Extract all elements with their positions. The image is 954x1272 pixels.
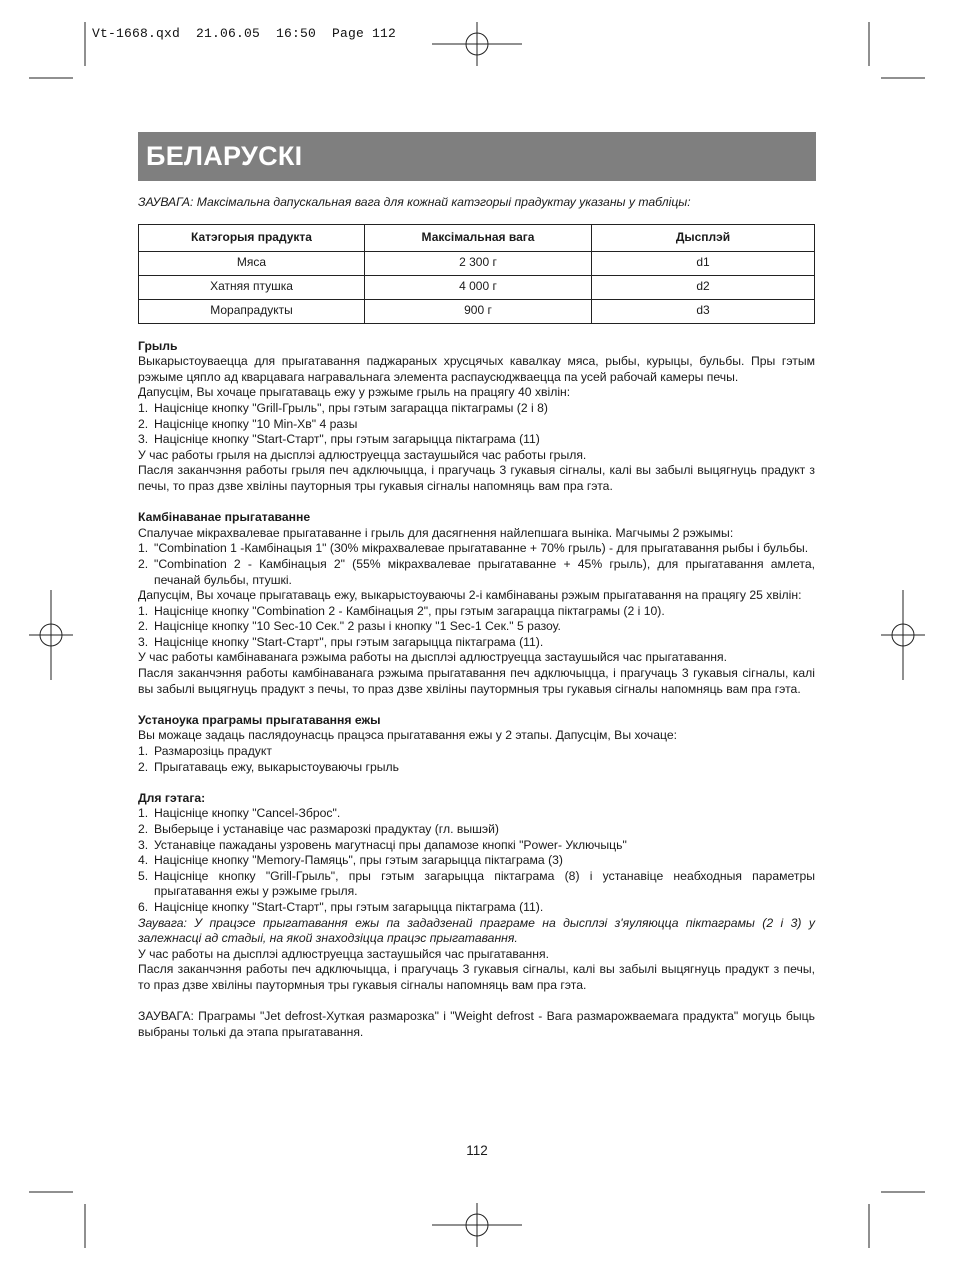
- section-title: Устаноука праграмы прыгатавання ежы: [138, 712, 381, 727]
- cell-weight: 2 300 г: [365, 251, 592, 275]
- list-item: 1. Націсніце кнопку "Cancel-Збрoс".: [138, 806, 341, 821]
- cell-category: Мяса: [139, 251, 365, 275]
- paragraph: Дапусцім, Вы хочаце прыгатаваць ежу, выкарыстоуваючы 2-і камбінаваны рэжым прыгатавання на працягу 25 хвілін:: [138, 588, 802, 603]
- page-content: [138, 195, 815, 1040]
- section-howto: [138, 791, 815, 994]
- paragraph: Спалучае мікрахвалевае прыгатаванне і грыль для дасягнення найлепшага выніка. Магчымы 2 рэжымы:: [138, 525, 734, 540]
- page-number: 112: [466, 1143, 488, 1158]
- column-header-display: Дысплэй: [592, 224, 815, 251]
- list-item: 1. "Combination 1 -Камбінацыя 1" (30% мікрахвалевае прыгатаванне + 70% грыль) - для прыгатавання рыбы і бульбы.: [138, 541, 809, 556]
- cell-category: Морапрадукты: [139, 299, 365, 323]
- cell-display: d2: [592, 275, 815, 299]
- list-item: 5. Націсніце кнопку "Grill-Грыль", пры гэтым загарыцца піктаграма (8) і устанавіце неабходныя параметры прыгатавання ежы у рэжыме грыля.: [138, 868, 815, 899]
- cell-display: d3: [592, 299, 815, 323]
- paragraph: Пасля заканчэння работы камбінаванага рэжыма прыгатавання печ адключыцца, і прагучаць 3 гукавыя сігналы, калі вы забылі выцягнуць прадукт з печы, то праз дзве хвіліны паутормныя тры гукавыя сігналы напомняць вам пра гэта.: [138, 666, 815, 696]
- list-item: 3. Націсніце кнопку "Start-Старт", пры гэтым загарыцца піктаграма (11): [138, 432, 540, 447]
- section-title: Камбінаванае прыгатаванне: [138, 510, 311, 525]
- list-item: 1. Націсніце кнопку "Combination 2 - Камбінацыя 2", пры гэтым загарацца піктаграмы (2 і 10).: [138, 603, 665, 618]
- list-item: 2. Націсніце кнопку "10 Sec-10 Сек." 2 разы і кнопку "1 Sec-1 Сек." 5 разоу.: [138, 619, 561, 634]
- section-combination: [138, 510, 815, 697]
- paragraph: У час работы камбінаванага рэжыма работы на дысплэі адлюструецца застаушыйся час прыгатавання.: [138, 650, 728, 665]
- section-program: [138, 713, 815, 775]
- note-bottom: ЗАУВАГА: Праграмы "Jet defrost-Хуткая размарозка" і "Weight defrost - Вага размарожваемага прадукта" могуць быць выбраны толькі да этапа прыгатавання.: [138, 1009, 815, 1039]
- list-item: 3. Націсніце кнопку "Start-Старт", пры гэтым загарыцца піктаграма (11).: [138, 634, 544, 649]
- list-item: 3. Устанавіце пажаданы узровень магутнасці пры дапамозе кнопкі "Power- Уключыць": [138, 837, 627, 852]
- list-item: 1. Націсніце кнопку "Grill-Грыль", пры гэтым загарацца піктаграмы (2 і 8): [138, 400, 548, 415]
- paragraph: Пасля заканчэння работы грыля печ адключыцца, і прагучаць 3 гукавыя сігналы, калі вы забылі выцягнуць прадукт з печы, то праз дзве хвіліны пауторныя тры гукавыя сігналы напомняць вам пра гэта.: [138, 463, 815, 493]
- cell-weight: 900 г: [365, 299, 592, 323]
- section-grill: [138, 339, 815, 495]
- cell-display: d1: [592, 251, 815, 275]
- column-header-weight: Максімальная вага: [365, 224, 592, 251]
- section-title: Для гэтага:: [138, 790, 206, 805]
- list-item: 2. Выберыце і устанавіце час размарозкі прадуктау (гл. вышэй): [138, 822, 499, 836]
- list-item: 2. "Combination 2 - Камбінацыя 2" (55% мікрахвалевае прыгатаванне + 45% грыль), для прыгатавання амлета, печанай бульбы, птушкі.: [138, 556, 815, 587]
- italic-note: Заувага: У працэсе прыгатавання ежы па зададзенай праграме на дысплэі з'яуляюцца піктаграмы (2 і 3) у залежнасці ад стадыі, на якой знаходзіцца працэс прыгатавання.: [138, 915, 815, 946]
- paragraph: Выкарыстоуваецца для прыгатавання паджараных хрусцячых кавалкау мяса, рыбы, курыцы, бульбы. Пры гэтым рэжыме цяпло ад кварцавага награвальнага элемента распаусюджваецца па усей рабочай камеры печы.: [138, 354, 815, 384]
- table-row: [139, 299, 815, 323]
- file-slug: Vt-1668.qxd 21.06.05 16:50 Page 112: [92, 26, 397, 41]
- list-item: 1. Размарозіць прадукт: [138, 744, 272, 759]
- page-title: БЕЛАРУСКІ: [146, 141, 303, 171]
- max-weight-table: [138, 224, 815, 324]
- cell-category: Хатняя птушка: [139, 275, 365, 299]
- paragraph: У час работы на дысплэі адлюструецца застаушыйся час прыгатавання.: [138, 946, 549, 961]
- list-item: 2. Прыгатаваць ежу, выкарыстоуваючы грыль: [138, 759, 399, 774]
- section-title: Грыль: [138, 338, 178, 353]
- paragraph: Вы можаце задаць паслядоунасць працэса прыгатавання ежы у 2 этапы. Дапусцім, Вы хочаце:: [138, 728, 678, 743]
- paragraph: Пасля заканчэння работы печ адключыцца, і прагучаць 3 гукавыя сігналы, калі вы забылі выцягнуць прадукт з печы, то праз дзве хвіліны паутормныя тры гукавыя сігналы напомняць вам пра гэта.: [138, 962, 815, 992]
- column-header-category: Катэгорыя прадукта: [139, 224, 365, 251]
- list-item: 4. Націсніце кнопку "Memory-Памяць", пры гэтым загарыцца піктаграма (3): [138, 853, 563, 868]
- language-header: [138, 132, 816, 181]
- paragraph: Дапусцім, Вы хочаце прыгатаваць ежу у рэжыме грыль на працягу 40 хвілін:: [138, 385, 571, 400]
- table-header-row: [139, 224, 815, 251]
- paragraph: У час работы грыля на дысплэі адлюструецца застаушыйся час работы грыля.: [138, 447, 587, 462]
- list-item: 6. Націсніце кнопку "Start-Старт", пры гэтым загарыцца піктаграма (11).: [138, 899, 544, 914]
- cell-weight: 4 000 г: [365, 275, 592, 299]
- table-row: [139, 275, 815, 299]
- table-row: [139, 251, 815, 275]
- list-item: 2. Націсніце кнопку "10 Min-Хв" 4 разы: [138, 416, 358, 431]
- note-max-weight: ЗАУВАГА: Максімальна дапускальная вага для кожнай катэгорыі прадуктау указаны у таблiцы:: [138, 195, 691, 209]
